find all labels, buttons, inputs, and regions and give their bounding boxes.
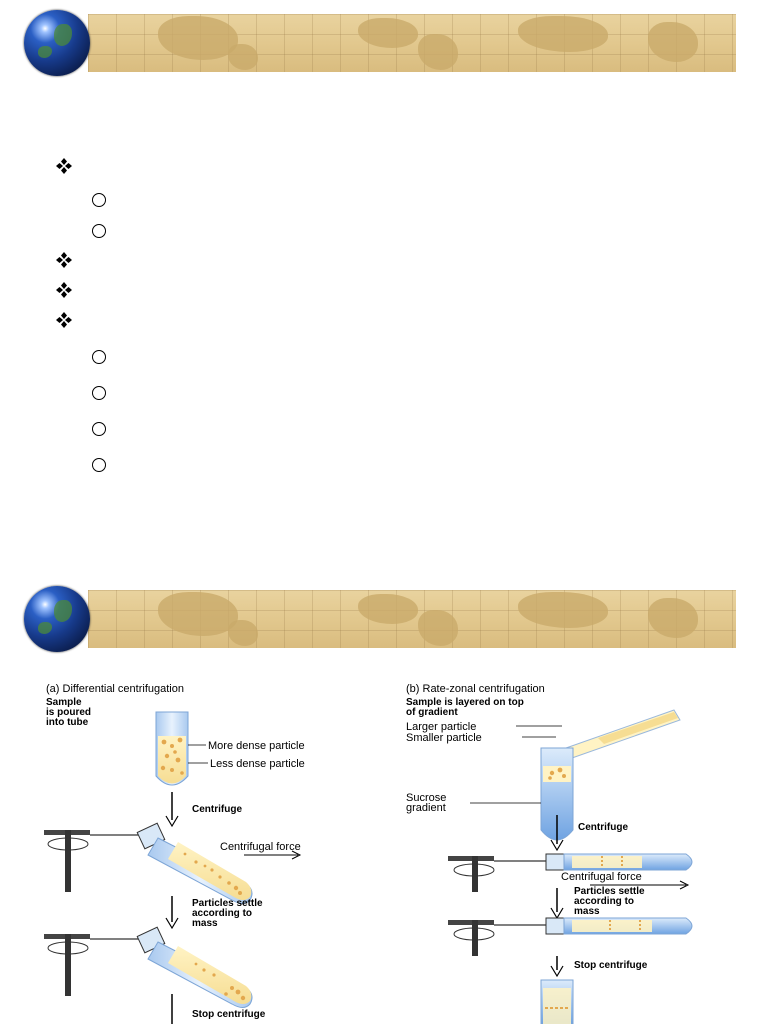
settle-label: according to [574, 896, 635, 907]
circle-bullet-icon [92, 193, 106, 207]
centrifugation-diagram [0, 670, 768, 1024]
header-banner [88, 14, 736, 72]
panel-b-title: (b) Rate-zonal centrifugation [406, 683, 545, 695]
rotor [448, 918, 564, 956]
diamond-bullet-icon [55, 311, 73, 329]
label-more-dense: More dense particle [208, 740, 305, 752]
panel-b-step1: Sample is layered on top [406, 697, 524, 708]
rotor [44, 823, 165, 892]
circle-bullet-icon [92, 458, 106, 472]
circle-bullet-icon [92, 386, 106, 400]
centrifugal-force-label: Centrifugal force [220, 841, 301, 853]
settle-label: mass [574, 906, 600, 917]
circle-bullet-icon [92, 350, 106, 364]
stop-label: Stop centrifuge [192, 1009, 266, 1020]
sucrose-label: gradient [406, 802, 446, 814]
panel-a-title: (a) Differential centrifugation [46, 683, 184, 695]
label-larger: Larger particle [406, 721, 477, 733]
diamond-bullet-icon [55, 251, 73, 269]
panel-a-step1: Sample [46, 697, 82, 708]
circle-bullet-icon [92, 224, 106, 238]
globe-icon [24, 586, 90, 652]
panel-a-step1: is poured [46, 707, 92, 718]
panel-a-step1: into tube [46, 717, 89, 728]
globe-icon [24, 10, 90, 76]
label-smaller: Smaller particle [406, 732, 482, 744]
diamond-bullet-icon [55, 281, 73, 299]
rotor [44, 927, 165, 996]
header-banner [88, 590, 736, 648]
rotor [448, 854, 564, 892]
centrifuge-label: Centrifuge [578, 822, 628, 833]
settle-label: Particles settle [192, 898, 263, 909]
centrifuge-label: Centrifuge [192, 804, 242, 815]
label-less-dense: Less dense particle [210, 758, 305, 770]
diamond-bullet-icon [55, 157, 73, 175]
circle-bullet-icon [92, 422, 106, 436]
settle-label: mass [192, 918, 218, 929]
centrifugal-force-label: Centrifugal force [561, 871, 642, 883]
sucrose-label: Sucrose [406, 792, 447, 804]
settle-label: according to [192, 908, 253, 919]
panel-b-step1: of gradient [406, 707, 458, 718]
stop-label: Stop centrifuge [574, 960, 648, 971]
settle-label: Particles settle [574, 886, 645, 897]
